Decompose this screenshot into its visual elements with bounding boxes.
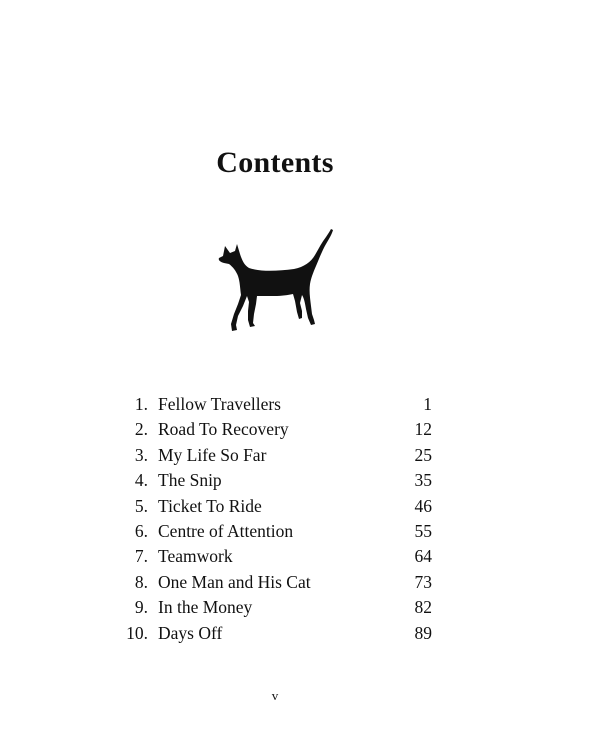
chapter-number: 7.: [134, 546, 148, 567]
chapter-page: 25: [414, 444, 432, 465]
chapter-number: 5.: [134, 495, 148, 516]
page-number: v: [271, 688, 279, 703]
cat-silhouette-icon: [216, 228, 336, 334]
chapter-title: Centre of Attention: [158, 520, 294, 541]
page-title: Contents: [216, 146, 334, 179]
chapter-number: 3.: [134, 444, 148, 465]
chapter-page: 89: [414, 622, 432, 643]
toc-entry[interactable]: [110, 621, 432, 646]
chapter-title: Fellow Travellers: [158, 394, 281, 414]
chapter-title: In the Money: [158, 597, 253, 618]
chapter-title: The Snip: [158, 470, 222, 491]
toc-entry[interactable]: [110, 519, 432, 544]
chapter-number: 8.: [134, 571, 148, 592]
chapter-number: 4.: [134, 470, 148, 491]
toc-entry[interactable]: [110, 443, 432, 468]
chapter-page: 64: [414, 546, 432, 567]
chapter-number: 1.: [134, 394, 148, 414]
toc-entry[interactable]: [110, 570, 432, 595]
chapter-page: 82: [414, 597, 432, 618]
chapter-title: My Life So Far: [158, 444, 267, 465]
chapter-page: 73: [414, 571, 432, 592]
chapter-page: 46: [414, 495, 432, 516]
chapter-title: Days Off: [158, 622, 223, 643]
toc-entry[interactable]: [110, 494, 432, 519]
toc-entry[interactable]: [110, 417, 432, 442]
chapter-number: 9.: [134, 597, 148, 618]
chapter-page: 55: [414, 520, 432, 541]
chapter-number: 2.: [134, 419, 148, 440]
chapter-page: 12: [414, 419, 432, 440]
toc-entry[interactable]: [110, 595, 432, 620]
table-of-contents: [110, 392, 432, 646]
chapter-title: Teamwork: [158, 546, 233, 567]
chapter-number: 10.: [126, 622, 148, 643]
chapter-number: 6.: [134, 520, 148, 541]
chapter-title: Road To Recovery: [158, 419, 289, 440]
chapter-title: One Man and His Cat: [158, 571, 311, 592]
chapter-page: 35: [414, 470, 432, 491]
toc-entry[interactable]: [110, 392, 432, 417]
chapter-title: Ticket To Ride: [158, 495, 262, 516]
toc-entry[interactable]: [110, 544, 432, 569]
chapter-page: 1: [423, 394, 432, 414]
toc-entry[interactable]: [110, 468, 432, 493]
